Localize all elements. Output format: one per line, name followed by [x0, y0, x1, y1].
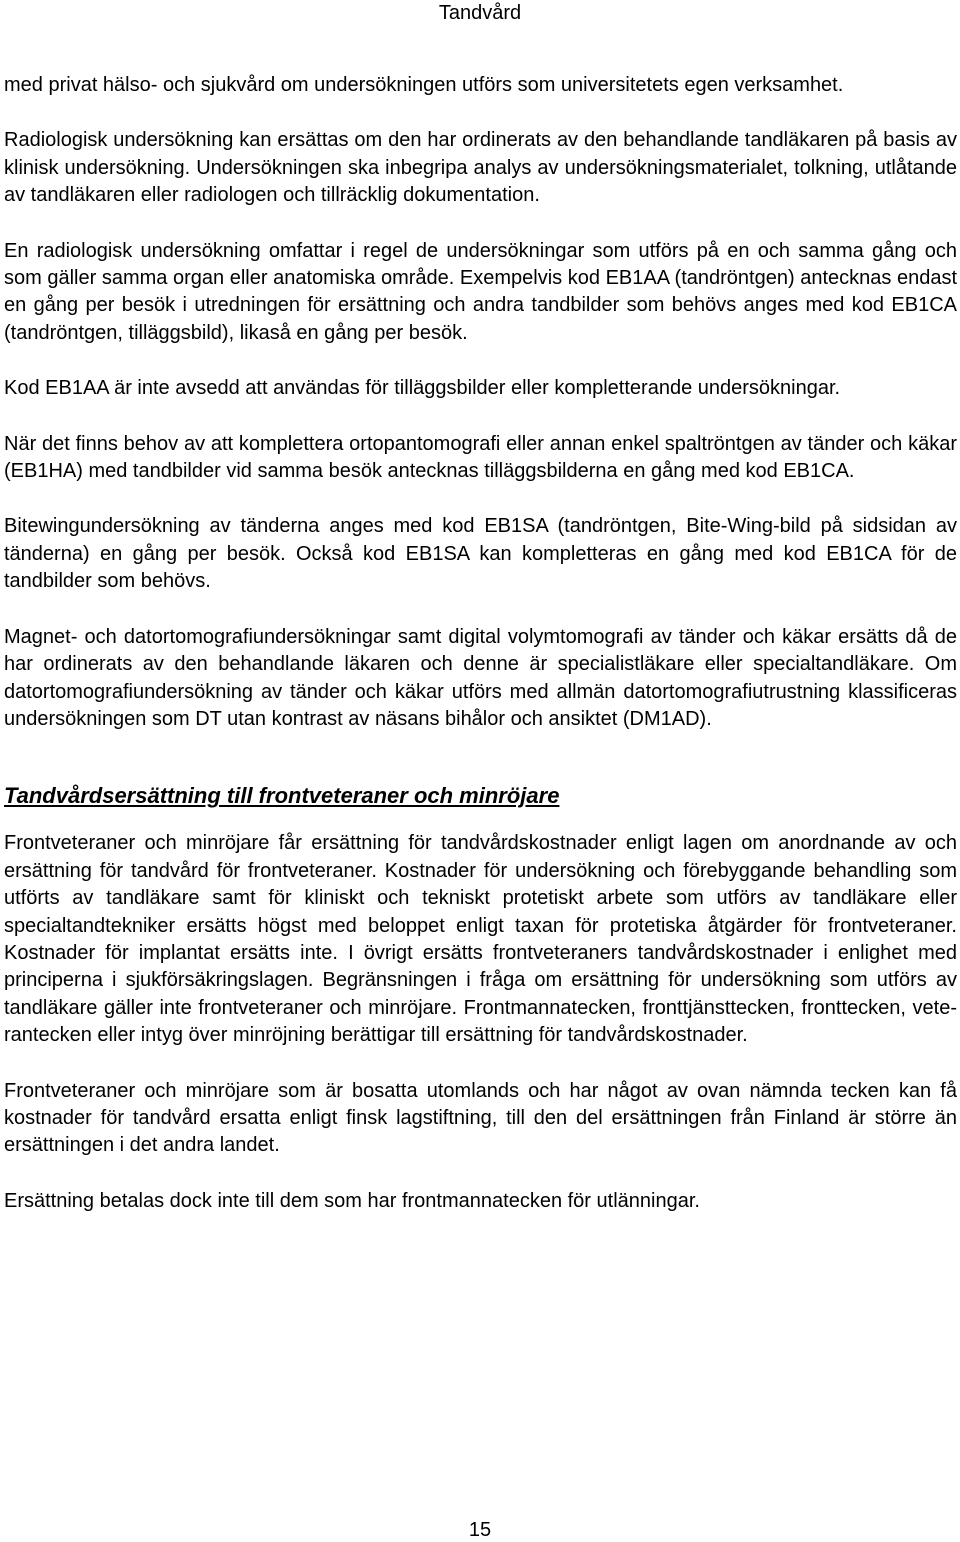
- paragraph-frontveterans-abroad: Frontveteraner och minröjare som är bosatta utomlands och har något av ovan nämnda tecken kan få kostnader för tandvård ersatta enligt finsk lagstiftning, till den del ersättningen från Finland är större än ersättningen i det andra landet.: [4, 1079, 957, 1157]
- paragraph-radiologic-examination: Radiologisk undersökning kan ersättas om den har ordinerats av den behandlande tandläkaren på basis av klinisk undersökning. Undersökningen ska inbegripa analys av undersökningsmaterialet, tolkning, utlåtande av tandläkaren eller radiologen och tillräcklig dokumentation.: [4, 129, 957, 207]
- paragraph-examination-scope: En radiologisk undersökning omfattar i regel de undersökningar som utförs på en och samma gång och som gäller samma organ eller anatomiska område. Exempelvis kod EB1AA (tandröntgen) antecknas endast en gång per besök i utredningen för ersättning och andra tandbilder som behövs anges med kod EB1CA (tandröntgen, tilläggsbild), likaså en gång per besök.: [4, 239, 957, 344]
- paragraph-frontveterans-compensation: Frontveteraner och minröjare får ersättning för tandvårdskostnader enligt lagen om anordnande av och ersättning för tandvård för frontveteraner. Kostnader för undersökning och förebyggande behandling som utförts av tandläkare samt för kliniskt och tekniskt protetiskt arbete som utförs av tandläkare eller specialtandtekniker ersätts högst med beloppet enligt taxan för protetiska åtgärder för frontveteraner. Kostnader för implantat ersätts inte. I övrigt ersätts frontveteraners tandvårdskostnader i enlighet med principerna i sjukförsäkringslagen. Begränsningen i fråga om ersättning för undersökning som utförs av tandläkare gäller inte frontveteraner och minröjare. Frontmannatecken, fronttjänsttecken, fronttecken, veterantecken eller intyg över minröjning berättigar till ersättning för tandvårdskostnader.: [4, 832, 957, 1047]
- page-number: 15: [468, 1519, 492, 1541]
- section-heading-frontveterans: Tandvårdsersättning till frontveteraner och minröjare: [4, 783, 560, 809]
- page-content: [4, 72, 957, 1215]
- paragraph-bitewing: Bitewingundersökning av tänderna anges med kod EB1SA (tandröntgen, Bite-Wing-bild på sidsidan av tänderna) en gång per besök. Också kod EB1SA kan kompletteras en gång med kod EB1CA för de tandbilder som behövs.: [4, 515, 957, 593]
- paragraph-code-eb1aa: Kod EB1AA är inte avsedd att användas för tilläggsbilder eller kompletterande undersökningar.: [4, 377, 841, 400]
- running-header: Tandvård: [438, 2, 522, 24]
- paragraph-university-clinic: med privat hälso- och sjukvård om undersökningen utförs som universitetets egen verksamhet.: [4, 74, 844, 96]
- paragraph-foreign-frontmen: Ersättning betalas dock inte till dem som har frontmannatecken för utlänningar.: [4, 1189, 700, 1212]
- paragraph-mri-ct: Magnet- och datortomografiundersökningar samt digital volymtomografi av tänder och käkar ersätts då de har ordinerats av den behandlande läkaren och denne är specialistläkare eller specialtandläkare. Om datortomografiundersökning av tänder och käkar utförs med allmän datortomografiutrustning klassificeras undersökningen som DT utan kontrast av näsans bihålor och ansiktet (DM1AD).: [4, 625, 957, 730]
- paragraph-ortopantomography: När det finns behov av att komplettera ortopantomografi eller annan enkel spaltröntgen av tänder och käkar (EB1HA) med tandbilder vid samma besök antecknas tilläggsbilderna en gång med kod EB1CA.: [4, 432, 957, 483]
